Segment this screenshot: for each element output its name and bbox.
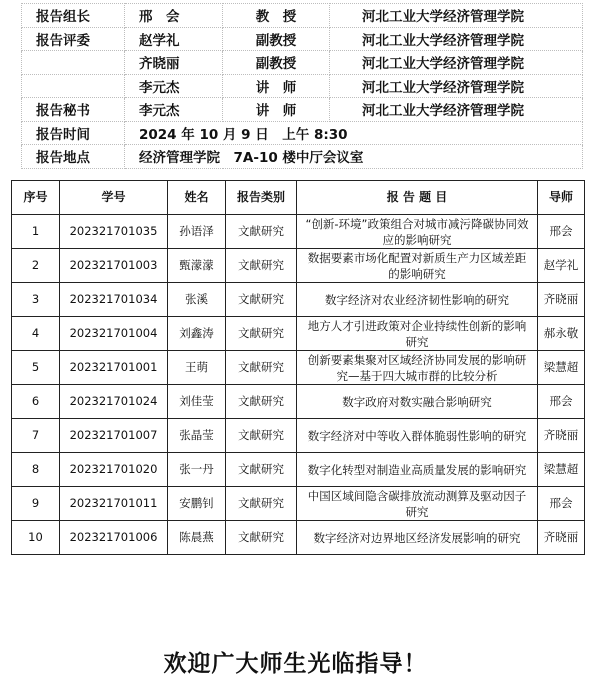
info-label (22, 74, 125, 98)
row-no: 6 (12, 385, 60, 419)
row-no: 9 (12, 487, 60, 521)
info-place-label: 报告地点 (22, 145, 125, 169)
row-type: 文献研究 (226, 419, 297, 453)
row-student-id: 202321701007 (60, 419, 168, 453)
info-person-name: 李元杰 (125, 98, 223, 122)
col-header-name: 姓名 (168, 181, 226, 215)
info-row (22, 98, 583, 122)
row-type: 文献研究 (226, 487, 297, 521)
row-name: 陈晨燕 (168, 521, 226, 555)
row-no: 7 (12, 419, 60, 453)
col-header-student-id: 学号 (60, 181, 168, 215)
row-no: 4 (12, 317, 60, 351)
row-advisor: 梁慧超 (538, 351, 585, 385)
row-no: 5 (12, 351, 60, 385)
row-student-id: 202321701035 (60, 215, 168, 249)
table-row (12, 283, 585, 317)
row-title: 数字经济对中等收入群体脆弱性影响的研究 (297, 419, 538, 453)
row-title: 数字政府对数实融合影响研究 (297, 385, 538, 419)
info-place-row (22, 145, 583, 169)
row-name: 张晶莹 (168, 419, 226, 453)
schedule-info-body (22, 4, 583, 169)
row-name: 孙语泽 (168, 215, 226, 249)
row-no: 10 (12, 521, 60, 555)
info-person-title: 讲 师 (223, 74, 330, 98)
info-person-name: 李元杰 (125, 74, 223, 98)
row-advisor: 邢会 (538, 385, 585, 419)
info-label: 报告评委 (22, 27, 125, 51)
row-student-id: 202321701011 (60, 487, 168, 521)
col-header-no: 序号 (12, 181, 60, 215)
row-type: 文献研究 (226, 283, 297, 317)
row-title: 地方人才引进政策对企业持续性创新的影响研究 (297, 317, 538, 351)
info-organization: 河北工业大学经济管理学院 (330, 98, 583, 122)
row-title: 数字化转型对制造业高质量发展的影响研究 (297, 453, 538, 487)
report-table-body (12, 215, 585, 555)
row-name: 安鹏钊 (168, 487, 226, 521)
info-row (22, 74, 583, 98)
info-row (22, 51, 583, 75)
info-label (22, 51, 125, 75)
row-advisor: 郝永敬 (538, 317, 585, 351)
info-organization: 河北工业大学经济管理学院 (330, 4, 583, 28)
table-row (12, 351, 585, 385)
row-type: 文献研究 (226, 215, 297, 249)
row-title: 创新要素集聚对区域经济协同发展的影响研究—基于四大城市群的比较分析 (297, 351, 538, 385)
table-row (12, 215, 585, 249)
table-row (12, 249, 585, 283)
row-type: 文献研究 (226, 453, 297, 487)
row-name: 刘鑫涛 (168, 317, 226, 351)
row-type: 文献研究 (226, 385, 297, 419)
row-student-id: 202321701006 (60, 521, 168, 555)
row-advisor: 赵学礼 (538, 249, 585, 283)
row-no: 3 (12, 283, 60, 317)
row-advisor: 齐晓丽 (538, 283, 585, 317)
table-row (12, 521, 585, 555)
info-time-row (22, 121, 583, 145)
info-organization: 河北工业大学经济管理学院 (330, 51, 583, 75)
row-name: 甄濛濛 (168, 249, 226, 283)
row-type: 文献研究 (226, 521, 297, 555)
info-person-title: 讲 师 (223, 98, 330, 122)
col-header-title: 报 告 题 目 (297, 181, 538, 215)
table-row (12, 453, 585, 487)
table-row (12, 385, 585, 419)
row-advisor: 齐晓丽 (538, 521, 585, 555)
table-row (12, 487, 585, 521)
welcome-footer: 欢迎广大师生光临指导！ (163, 650, 428, 677)
info-place-value: 经济管理学院 7A-10 楼中厅会议室 (125, 145, 583, 169)
row-no: 2 (12, 249, 60, 283)
col-header-type: 报告类别 (226, 181, 297, 215)
row-title: 数字经济对农业经济韧性影响的研究 (297, 283, 538, 317)
schedule-info-table (21, 3, 583, 169)
info-person-name: 齐晓丽 (125, 51, 223, 75)
info-time-value: 2024 年 10 月 9 日 上午 8:30 (125, 121, 583, 145)
info-person-name: 邢 会 (125, 4, 223, 28)
info-organization: 河北工业大学经济管理学院 (330, 27, 583, 51)
row-name: 王萌 (168, 351, 226, 385)
row-type: 文献研究 (226, 351, 297, 385)
row-student-id: 202321701004 (60, 317, 168, 351)
row-no: 1 (12, 215, 60, 249)
info-organization: 河北工业大学经济管理学院 (330, 74, 583, 98)
row-type: 文献研究 (226, 249, 297, 283)
info-row (22, 27, 583, 51)
info-label: 报告组长 (22, 4, 125, 28)
report-table-header (12, 181, 585, 215)
info-label: 报告秘书 (22, 98, 125, 122)
row-advisor: 邢会 (538, 215, 585, 249)
row-student-id: 202321701024 (60, 385, 168, 419)
table-row (12, 317, 585, 351)
info-person-name: 赵学礼 (125, 27, 223, 51)
info-time-label: 报告时间 (22, 121, 125, 145)
row-student-id: 202321701003 (60, 249, 168, 283)
row-name: 刘佳莹 (168, 385, 226, 419)
col-header-advisor: 导师 (538, 181, 585, 215)
info-person-title: 副教授 (223, 27, 330, 51)
row-title: 中国区域间隐含碳排放流动测算及驱动因子研究 (297, 487, 538, 521)
report-table (11, 180, 585, 555)
row-title: “创新-环境”政策组合对城市减污降碳协同效应的影响研究 (297, 215, 538, 249)
row-student-id: 202321701034 (60, 283, 168, 317)
row-advisor: 梁慧超 (538, 453, 585, 487)
row-advisor: 邢会 (538, 487, 585, 521)
row-type: 文献研究 (226, 317, 297, 351)
row-name: 张溪 (168, 283, 226, 317)
row-title: 数据要素市场化配置对新质生产力区域差距的影响研究 (297, 249, 538, 283)
row-student-id: 202321701001 (60, 351, 168, 385)
row-no: 8 (12, 453, 60, 487)
info-person-title: 教 授 (223, 4, 330, 28)
row-name: 张一丹 (168, 453, 226, 487)
info-person-title: 副教授 (223, 51, 330, 75)
table-row (12, 419, 585, 453)
row-advisor: 齐晓丽 (538, 419, 585, 453)
row-student-id: 202321701020 (60, 453, 168, 487)
info-row (22, 4, 583, 28)
row-title: 数字经济对边界地区经济发展影响的研究 (297, 521, 538, 555)
